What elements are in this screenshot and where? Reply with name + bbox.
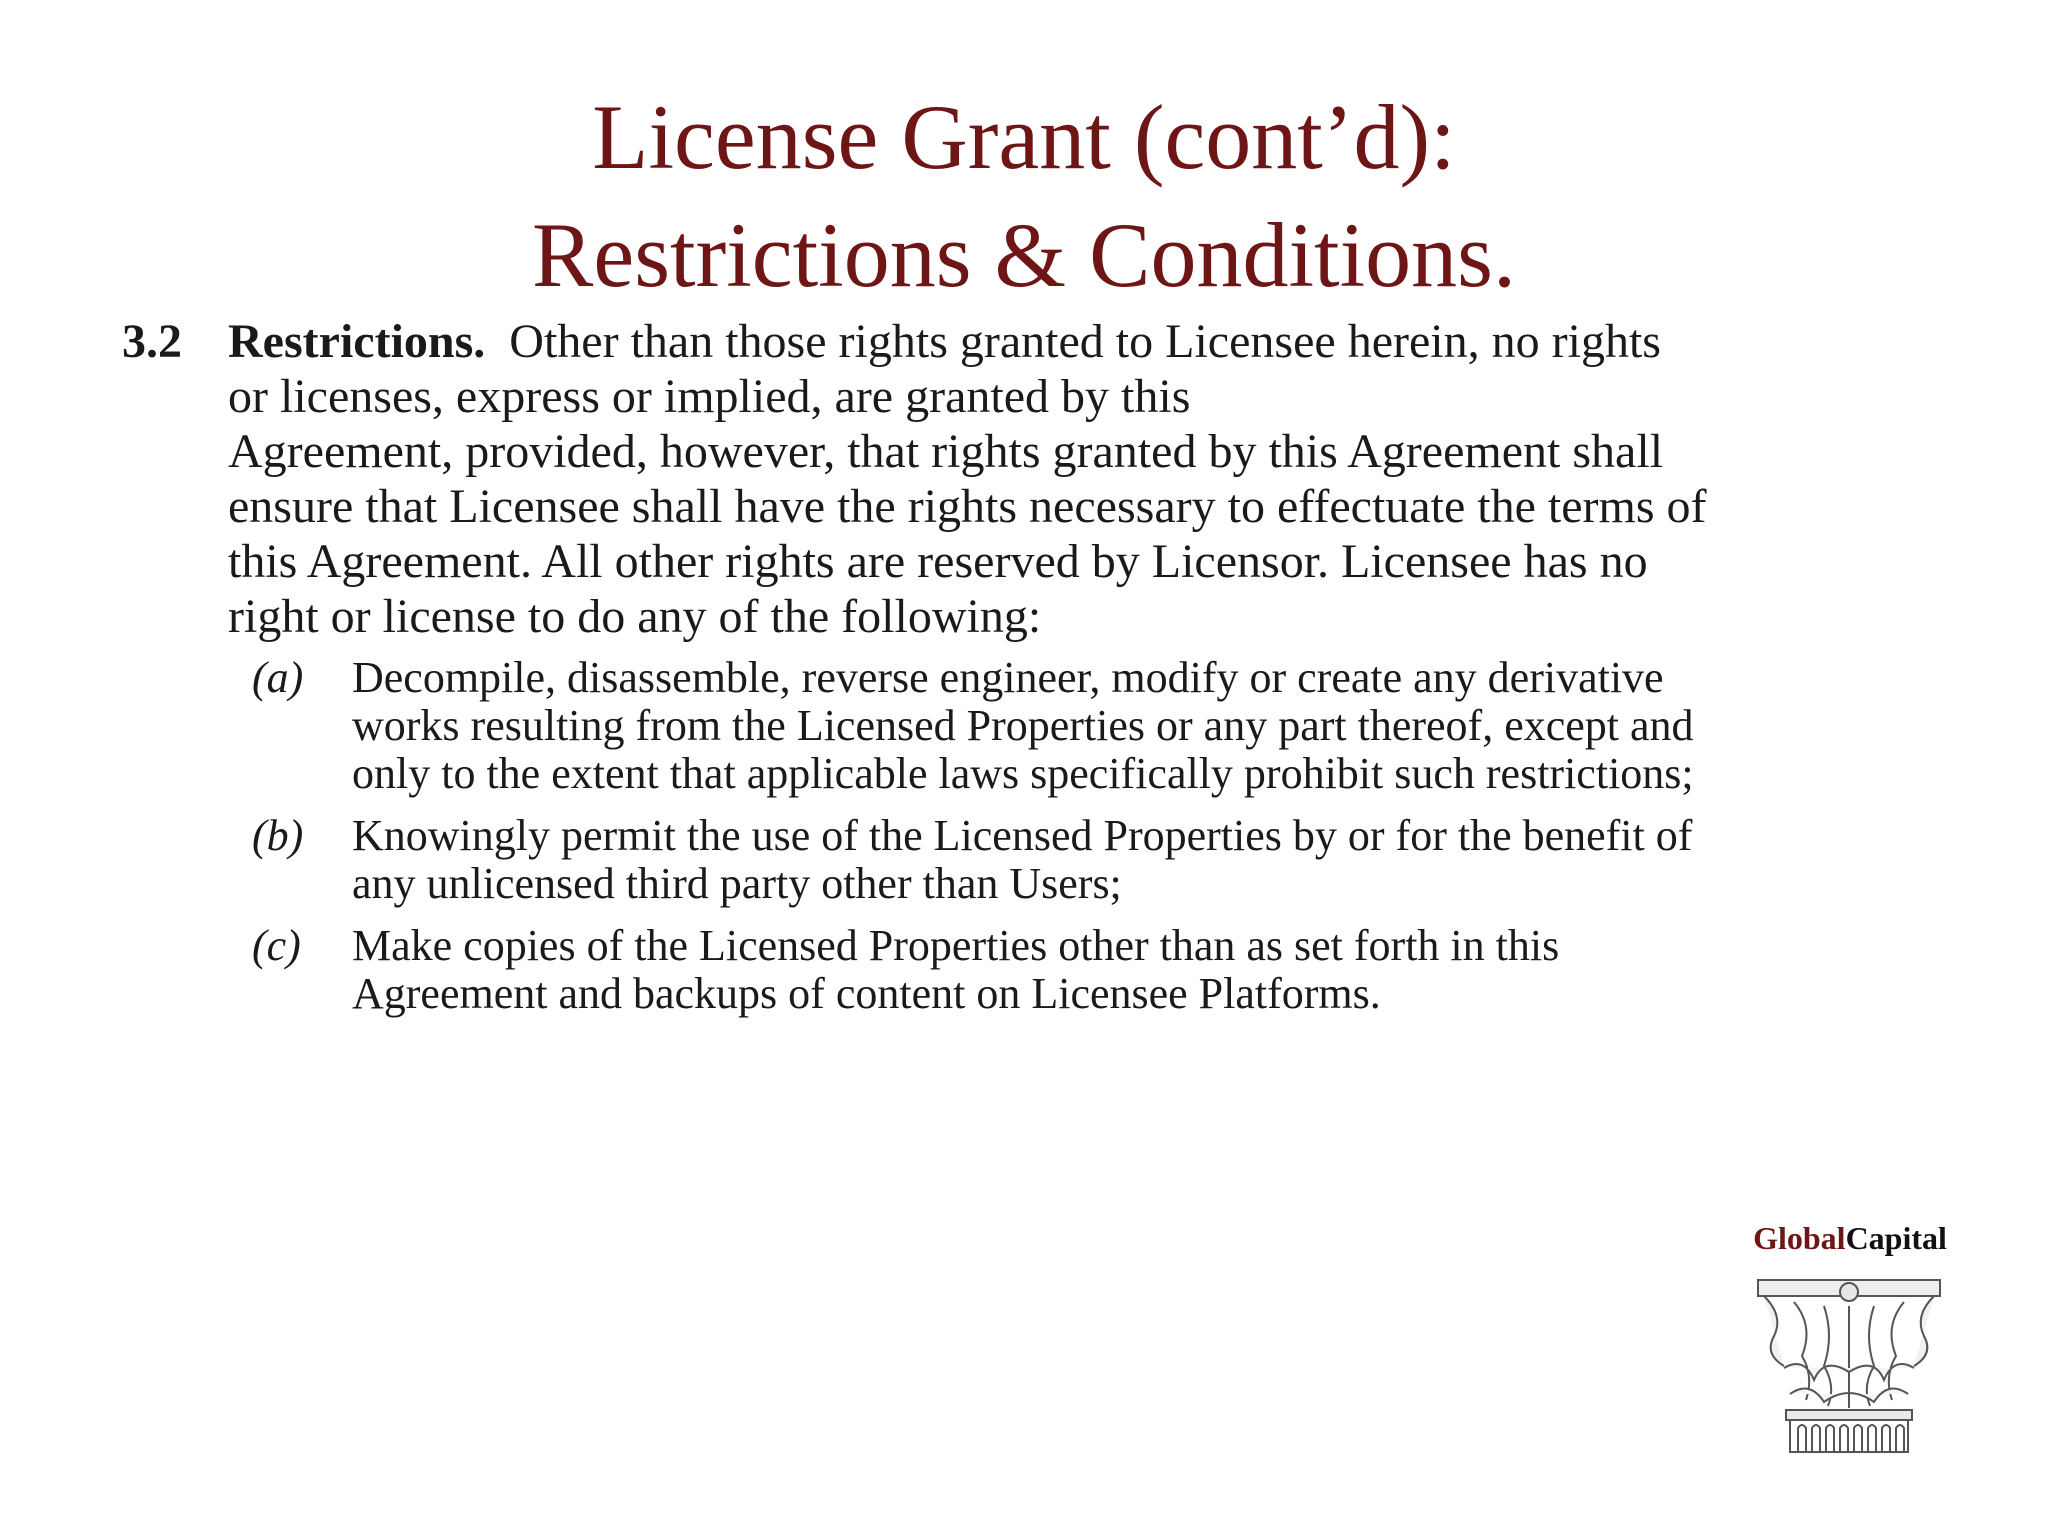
section-text-line: or licenses, express or implied, are granted by this bbox=[228, 370, 1191, 423]
corinthian-column-icon bbox=[1754, 1276, 1944, 1456]
list-item-line: Agreement and backups of content on Licensee Platforms. bbox=[352, 969, 1381, 1018]
list-item-line: Decompile, disassemble, reverse engineer, modify or create any derivative bbox=[352, 653, 1664, 702]
logo-text bbox=[1740, 1218, 1960, 1258]
list-item bbox=[252, 654, 1962, 798]
title-line-1: License Grant (cont’d): bbox=[592, 86, 1456, 188]
section-text-line: Agreement, provided, however, that rights granted by this Agreement shall bbox=[228, 425, 1664, 478]
list-item-line: any unlicensed third party other than Users; bbox=[352, 859, 1122, 908]
section-3-2 bbox=[122, 314, 1962, 1032]
list-item-label: (c) bbox=[252, 921, 301, 970]
list-item-line: only to the extent that applicable laws specifically prohibit such restrictions; bbox=[352, 749, 1694, 798]
list-item-label: (a) bbox=[252, 653, 304, 702]
list-item-label: (b) bbox=[252, 811, 304, 860]
list-item-line: Knowingly permit the use of the Licensed Properties by or for the benefit of bbox=[352, 811, 1693, 860]
list-item bbox=[252, 812, 1962, 908]
logo-text-capital: Capital bbox=[1845, 1220, 1947, 1256]
section-first-line bbox=[228, 314, 1962, 369]
section-text-line: Other than those rights granted to Licensee herein, no rights bbox=[509, 315, 1661, 368]
list-item-line: Make copies of the Licensed Properties other than as set forth in this bbox=[352, 921, 1560, 970]
title-line-2: Restrictions & Conditions. bbox=[532, 204, 1516, 306]
section-text-line: right or license to do any of the following: bbox=[228, 590, 1042, 643]
section-text-line: ensure that Licensee shall have the rights necessary to effectuate the terms of bbox=[228, 480, 1707, 533]
list-item bbox=[252, 922, 1962, 1018]
section-heading: Restrictions. bbox=[228, 315, 486, 368]
list-item-line: works resulting from the Licensed Properties or any part thereof, except and bbox=[352, 701, 1694, 750]
slide-title bbox=[0, 78, 2048, 314]
restriction-list bbox=[122, 654, 1962, 1018]
section-number: 3.2 bbox=[122, 315, 182, 368]
global-capital-logo bbox=[1740, 1218, 1960, 1456]
section-paragraph bbox=[122, 314, 1962, 644]
logo-text-global: Global bbox=[1753, 1220, 1846, 1256]
section-text-line: this Agreement. All other rights are reserved by Licensor. Licensee has no bbox=[228, 535, 1648, 588]
